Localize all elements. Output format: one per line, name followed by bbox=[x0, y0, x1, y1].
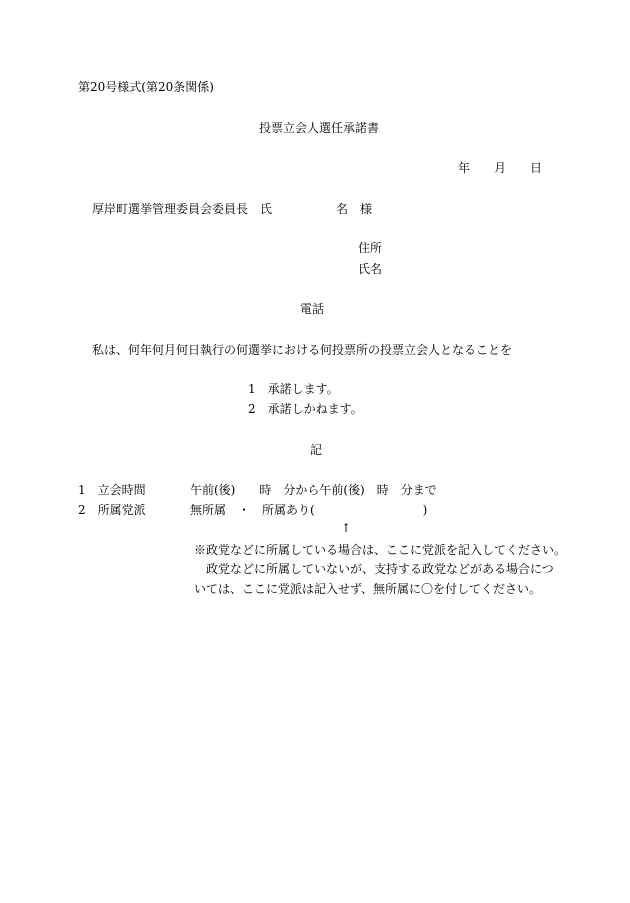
phone-label: 電話 bbox=[300, 302, 325, 316]
ki-heading: 記 bbox=[310, 443, 323, 457]
note-line-1: ※政党などに所属している場合は、ここに党派を記入してください。 bbox=[194, 543, 567, 557]
date-day: 日 bbox=[530, 161, 543, 175]
addressee-name: 名 様 bbox=[336, 202, 373, 216]
note-line-3: いては、ここに党派は記入せず、無所属に〇を付してください。 bbox=[194, 582, 542, 596]
addressee: 厚岸町選挙管理委員会委員長 氏 bbox=[92, 202, 273, 216]
statement: 私は、何年何月何日執行の何選挙における何投票所の投票立会人となることを bbox=[92, 343, 513, 357]
address-label: 住所 bbox=[358, 241, 383, 255]
item2-label: 2 所属党派 bbox=[78, 503, 146, 517]
item2-value: 無所属 ・ 所属あり( ) bbox=[190, 503, 428, 517]
form-number: 第20号様式(第20条関係) bbox=[78, 80, 214, 94]
date-month: 月 bbox=[494, 161, 507, 175]
document-title: 投票立会人選任承諾書 bbox=[259, 121, 380, 135]
name-label: 氏名 bbox=[358, 262, 383, 276]
option-accept: 1 承諾します。 bbox=[248, 382, 339, 396]
option-decline: 2 承諾しかねます。 bbox=[248, 402, 363, 416]
item1-value: 午前(後) 時 分から午前(後) 時 分まで bbox=[190, 483, 437, 497]
up-arrow-icon: ↑ bbox=[341, 521, 352, 535]
item1-label: 1 立会時間 bbox=[78, 483, 146, 497]
note-line-2: 政党などに所属していないが、支持する政党などがある場合につ bbox=[206, 562, 554, 576]
date-year: 年 bbox=[458, 161, 471, 175]
